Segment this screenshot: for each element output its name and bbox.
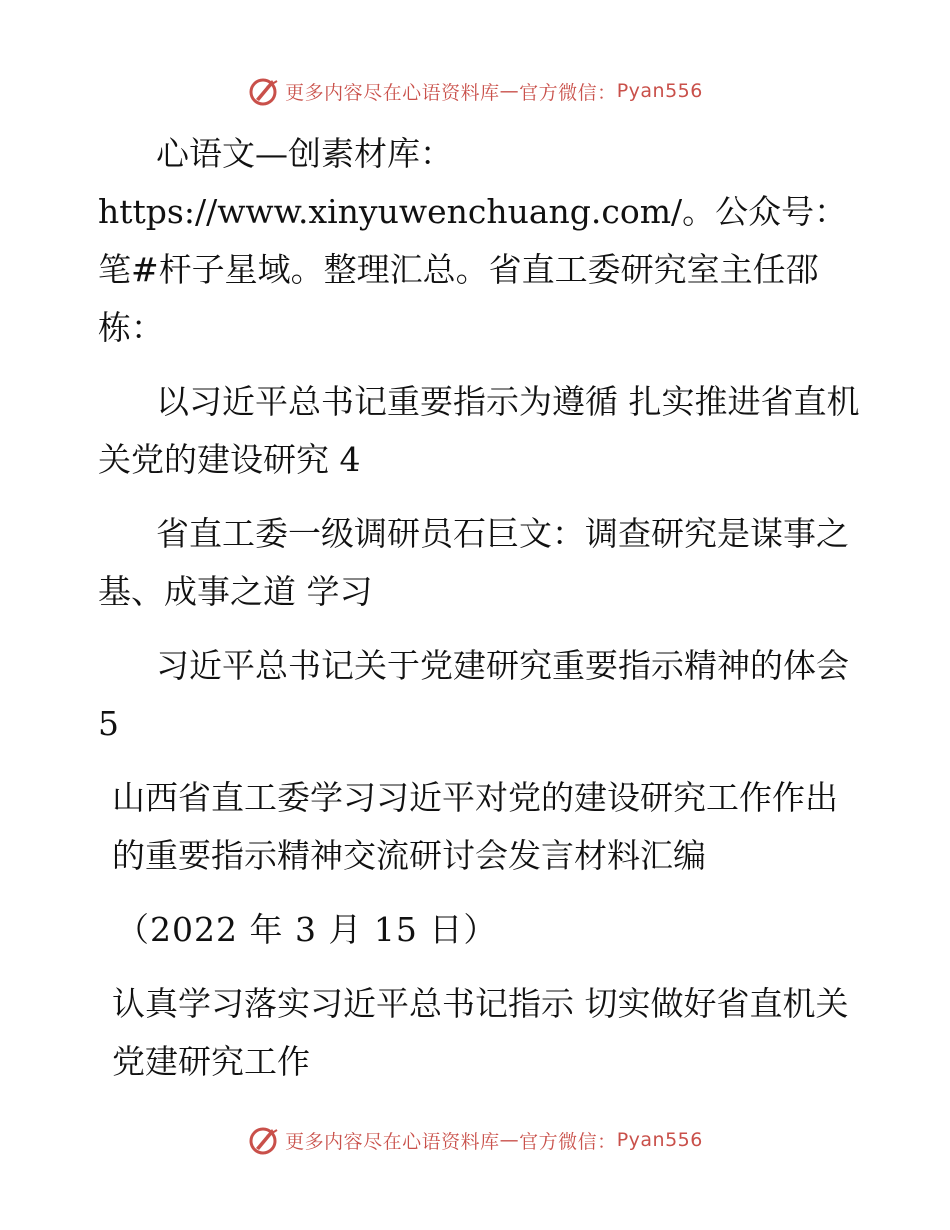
paragraph-section-title: 山西省直工委学习习近平对党的建设研究工作作出的重要指示精神交流研讨会发言材料汇编 [112,778,838,875]
header-banner [0,71,950,111]
paragraph-toc-1: 以习近平总书记重要指示为遵循 扎实推进省直机关党的建设研究 4 [98,382,860,479]
quill-logo-icon [247,1124,279,1156]
document-body [98,125,868,1091]
paragraph-toc-3: 习近平总书记关于党建研究重要指示精神的体会 5 [98,646,849,743]
banner-site-text: 更多内容尽在心语资料库 [285,1130,500,1153]
paragraph-date: （2022 年 3 月 15 日） [116,910,498,949]
paragraph-intro: 心语文—创素材库：https://www.xinyuwenchuang.com/。公众号：笔#杆子星域。整理汇总。省直工委研究室主任邵栋： [98,134,848,347]
banner-wechat-id: Pyan556 [616,80,703,102]
paragraph-toc-2: 省直工委一级调研员石巨文：调查研究是谋事之基、成事之道 学习 [98,514,849,611]
quill-logo-icon [247,75,279,107]
banner-dash: — [499,1129,520,1151]
paragraph-article-title: 认真学习落实习近平总书记指示 切实做好省直机关党建研究工作 [112,984,849,1081]
banner-wechat-label: 官方微信： [519,1130,617,1153]
banner-dash: — [499,80,520,102]
footer-banner [0,1120,950,1160]
banner-site-text: 更多内容尽在心语资料库 [285,81,500,104]
banner-wechat-id: Pyan556 [616,1129,703,1151]
banner-wechat-label: 官方微信： [519,81,617,104]
